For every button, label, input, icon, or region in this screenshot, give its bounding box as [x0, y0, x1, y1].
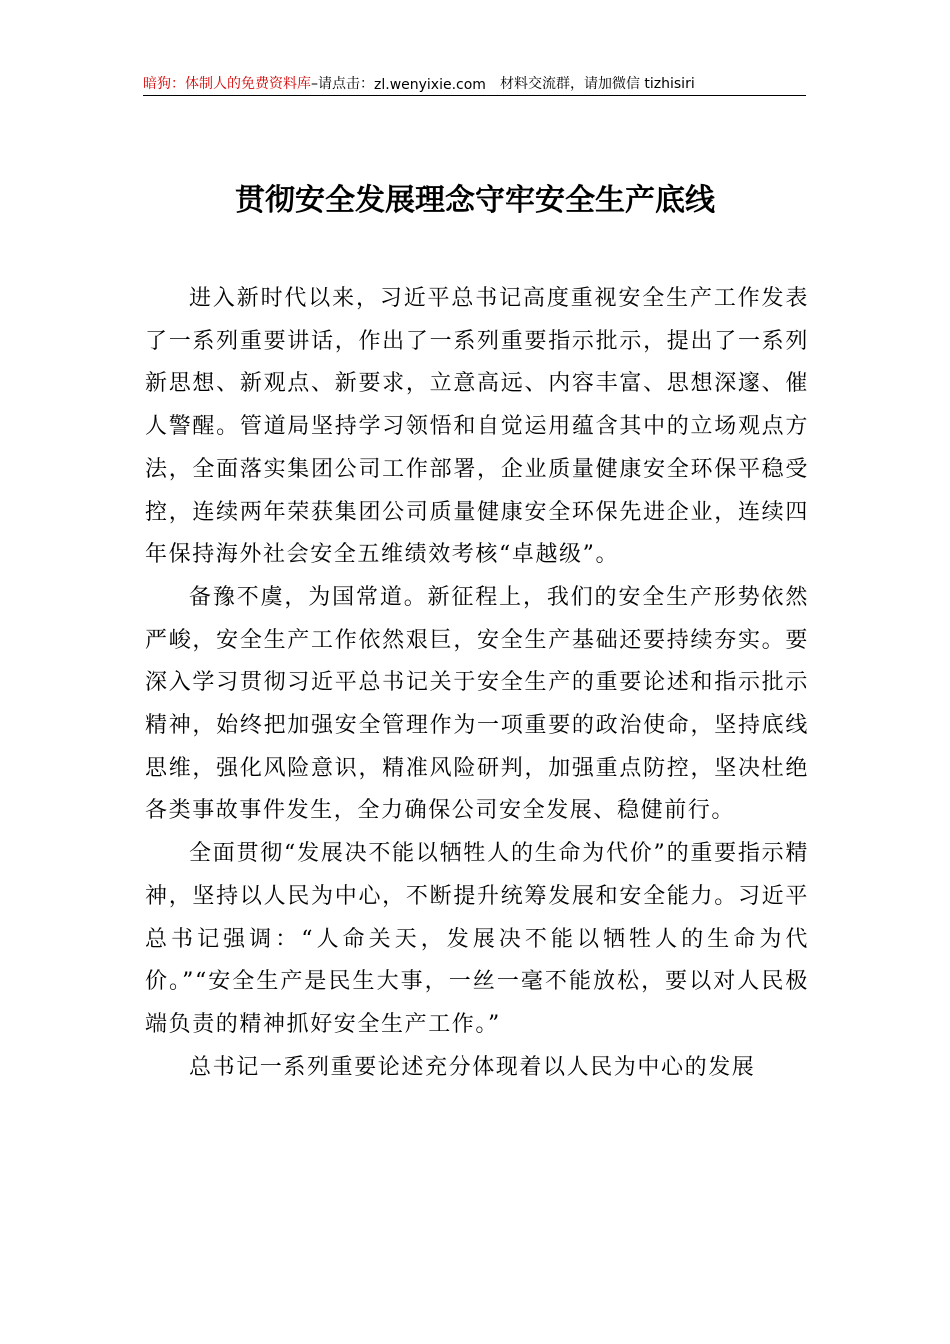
paragraph-2: 备豫不虞，为国常道。新征程上，我们的安全生产形势依然严峻，安全生产工作依然艰巨，安全生产基础还要持续夯实。要深入学习贯彻习近平总书记关于安全生产的重要论述和指示批示精神，始终把加强安全管理作为一项重要的政治使命，坚持底线思维，强化风险意识，精准风险研判，加强重点防控，坚决杜绝各类事故事件发生，全力确保公司安全发展、稳健前行。 [145, 584, 809, 824]
document-body [145, 278, 809, 1089]
document-title: 贯彻安全发展理念守牢安全生产底线 [235, 183, 715, 218]
header-brand: 暗狗：体制人的免费资料库 [143, 76, 311, 92]
header-contact: 材料交流群，请加微信 tizhisiri [499, 76, 695, 92]
paragraph-3: 全面贯彻“发展决不能以牺牲人的生命为代价”的重要指示精神，坚持以人民为中心，不断提升统筹发展和安全能力。习近平总书记强调：“人命关天，发展决不能以牺牲人的生命为代价。”“安全生产是民生大事，一丝一毫不能放松，要以对人民极端负责的精神抓好安全生产工作。” [145, 841, 809, 1037]
page-header [143, 68, 806, 96]
paragraph-1: 进入新时代以来，习近平总书记高度重视安全生产工作发表了一系列重要讲话，作出了一系列重要指示批示，提出了一系列新思想、新观点、新要求，立意高远、内容丰富、思想深邃、催人警醒。管道局坚持学习领悟和自觉运用蕴含其中的立场观点方法，全面落实集团公司工作部署，企业质量健康安全环保平稳受控，连续两年荣获集团公司质量健康安全环保先进企业，连续四年保持海外社会安全五维绩效考核“卓越级”。 [145, 286, 809, 568]
paragraph-4: 总书记一系列重要论述充分体现着以人民为中心的发展 [189, 1054, 756, 1080]
header-link[interactable]: zl.wenyixie.com [374, 77, 486, 93]
header-link-prefix: –请点击： [311, 76, 374, 92]
